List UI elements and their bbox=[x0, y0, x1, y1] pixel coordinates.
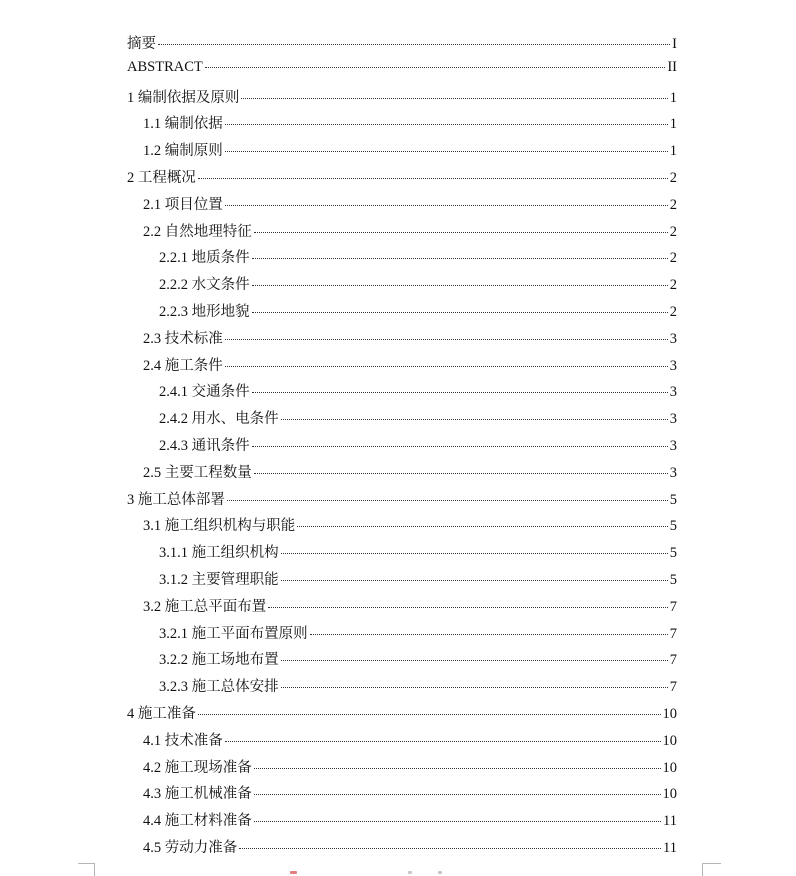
toc-entry-page: 2 bbox=[669, 250, 677, 267]
toc-entry[interactable] bbox=[127, 541, 677, 568]
toc-entry-page: 10 bbox=[662, 786, 677, 803]
toc-entry-title: 1.1 编制依据 bbox=[143, 116, 223, 133]
toc-entry-title: 3.2 施工总平面布置 bbox=[143, 598, 267, 615]
toc-dot-leader bbox=[254, 821, 661, 822]
toc-entry-page: 2 bbox=[669, 277, 677, 294]
toc-entry-title: 3.1 施工组织机构与职能 bbox=[143, 518, 296, 535]
toc-entry[interactable] bbox=[127, 166, 677, 193]
toc-dot-leader bbox=[254, 794, 661, 795]
toc-entry-title: 摘要 bbox=[127, 36, 156, 52]
toc-entry[interactable] bbox=[127, 488, 677, 515]
toc-entry-title: 3.2.3 施工总体安排 bbox=[159, 679, 279, 696]
toc-entry[interactable] bbox=[127, 59, 677, 86]
toc-dot-leader bbox=[254, 232, 668, 233]
toc-dot-leader bbox=[239, 848, 661, 849]
toc-entry[interactable] bbox=[127, 354, 677, 381]
toc-dot-leader bbox=[225, 339, 668, 340]
toc-dot-leader bbox=[281, 419, 668, 420]
toc-entry-title: 2.2.3 地形地貌 bbox=[159, 303, 250, 320]
toc-entry-page: 1 bbox=[669, 89, 677, 106]
toc-entry-title: 1.2 编制原则 bbox=[143, 143, 223, 160]
toc-dot-leader bbox=[225, 741, 661, 742]
toc-entry[interactable] bbox=[127, 86, 677, 113]
toc-dot-leader bbox=[158, 44, 670, 45]
toc-dot-leader bbox=[281, 580, 668, 581]
toc-entry[interactable] bbox=[127, 514, 677, 541]
toc-entry[interactable] bbox=[127, 809, 677, 836]
toc-entry[interactable] bbox=[127, 32, 677, 59]
toc-entry-title: 2.4.3 通讯条件 bbox=[159, 437, 250, 454]
toc-dot-leader bbox=[225, 151, 668, 152]
toc-entry-title: ABSTRACT bbox=[127, 58, 203, 75]
toc-entry-page: 5 bbox=[669, 518, 677, 535]
toc-dot-leader bbox=[225, 205, 668, 206]
toc-entry-page: 11 bbox=[663, 839, 677, 856]
toc-dot-leader bbox=[241, 98, 667, 99]
toc-entry-title: 2.4 施工条件 bbox=[143, 357, 223, 374]
toc-entry-page: 1 bbox=[669, 143, 677, 160]
toc-entry-page: 5 bbox=[669, 545, 677, 562]
toc-entry[interactable] bbox=[127, 675, 677, 702]
toc-entry-page: 3 bbox=[669, 357, 677, 374]
toc-entry-title: 3.2.2 施工场地布置 bbox=[159, 652, 279, 669]
toc-entry-page: 7 bbox=[669, 625, 677, 642]
toc-entry-page: 2 bbox=[669, 223, 677, 240]
toc-entry[interactable] bbox=[127, 139, 677, 166]
toc-entry-title: 3.1.2 主要管理职能 bbox=[159, 571, 279, 588]
toc-entry[interactable] bbox=[127, 407, 677, 434]
toc-entry[interactable] bbox=[127, 327, 677, 354]
footer-artifact-gray bbox=[408, 871, 412, 874]
toc-dot-leader bbox=[225, 366, 668, 367]
toc-entry[interactable] bbox=[127, 380, 677, 407]
toc-entry[interactable] bbox=[127, 836, 677, 863]
toc-dot-leader bbox=[281, 553, 668, 554]
toc-entry-page: 10 bbox=[662, 732, 677, 749]
toc-entry[interactable] bbox=[127, 568, 677, 595]
toc-entry-page: 10 bbox=[662, 705, 677, 722]
toc-entry[interactable] bbox=[127, 112, 677, 139]
toc-entry-page: 7 bbox=[669, 598, 677, 615]
toc-entry[interactable] bbox=[127, 702, 677, 729]
toc-entry-title: 2.3 技术标准 bbox=[143, 330, 223, 347]
toc-entry-title: 2.5 主要工程数量 bbox=[143, 464, 252, 481]
toc-dot-leader bbox=[281, 660, 668, 661]
toc-entry-page: 2 bbox=[669, 169, 677, 186]
toc-dot-leader bbox=[310, 634, 668, 635]
toc-entry[interactable] bbox=[127, 622, 677, 649]
toc-dot-leader bbox=[254, 768, 661, 769]
toc-dot-leader bbox=[252, 258, 668, 259]
toc-entry[interactable] bbox=[127, 782, 677, 809]
toc-entry-title: 3.2.1 施工平面布置原则 bbox=[159, 625, 308, 642]
toc-entry[interactable] bbox=[127, 246, 677, 273]
toc-entry-page: 5 bbox=[669, 491, 677, 508]
toc-entry[interactable] bbox=[127, 193, 677, 220]
toc-entry-title: 2.1 项目位置 bbox=[143, 196, 223, 213]
toc-entry-title: 4.5 劳动力准备 bbox=[143, 839, 238, 856]
toc-entry-page: 10 bbox=[662, 759, 677, 776]
toc-entry-title: 3.1.1 施工组织机构 bbox=[159, 545, 279, 562]
toc-entry-page: 3 bbox=[669, 330, 677, 347]
toc-dot-leader bbox=[252, 446, 668, 447]
toc-dot-leader bbox=[252, 392, 668, 393]
toc-entry-title: 2.4.2 用水、电条件 bbox=[159, 411, 279, 428]
toc-entry-title: 3 施工总体部署 bbox=[127, 491, 225, 508]
toc-dot-leader bbox=[297, 526, 668, 527]
toc-entry-title: 2.2 自然地理特征 bbox=[143, 223, 252, 240]
toc-entry-page: 2 bbox=[669, 303, 677, 320]
margin-corner-mark-right bbox=[702, 863, 721, 876]
toc-dot-leader bbox=[252, 312, 668, 313]
toc-entry-page: I bbox=[672, 36, 677, 52]
toc-entry-page: 3 bbox=[669, 464, 677, 481]
toc-dot-leader bbox=[198, 714, 661, 715]
toc-dot-leader bbox=[252, 285, 668, 286]
margin-corner-mark-left bbox=[78, 863, 95, 876]
toc-entry-page: 7 bbox=[669, 652, 677, 669]
toc-entry-page: 11 bbox=[663, 813, 677, 830]
toc-entry[interactable] bbox=[127, 220, 677, 247]
toc-dot-leader bbox=[268, 607, 668, 608]
footer-artifact-gray bbox=[438, 871, 442, 874]
toc-entry[interactable] bbox=[127, 595, 677, 622]
toc-entry[interactable] bbox=[127, 648, 677, 675]
toc-entry-title: 4.1 技术准备 bbox=[143, 732, 223, 749]
toc-entry-page: 1 bbox=[669, 116, 677, 133]
toc-entry-title: 2.2.2 水文条件 bbox=[159, 277, 250, 294]
toc-entry-page: 3 bbox=[669, 437, 677, 454]
toc-dot-leader bbox=[227, 500, 668, 501]
toc-entry-title: 4.2 施工现场准备 bbox=[143, 759, 252, 776]
toc-entry-page: 2 bbox=[669, 196, 677, 213]
toc-dot-leader bbox=[205, 67, 666, 68]
table-of-contents bbox=[127, 32, 677, 863]
toc-entry-title: 4 施工准备 bbox=[127, 705, 196, 722]
toc-dot-leader bbox=[254, 473, 668, 474]
toc-entry-title: 1 编制依据及原则 bbox=[127, 89, 240, 106]
toc-entry-title: 2.4.1 交通条件 bbox=[159, 384, 250, 401]
toc-entry[interactable] bbox=[127, 434, 677, 461]
toc-entry-page: 7 bbox=[669, 679, 677, 696]
toc-dot-leader bbox=[281, 687, 668, 688]
toc-entry[interactable] bbox=[127, 729, 677, 756]
toc-entry[interactable] bbox=[127, 756, 677, 783]
toc-dot-leader bbox=[198, 178, 668, 179]
toc-entry[interactable] bbox=[127, 300, 677, 327]
toc-entry-page: 5 bbox=[669, 571, 677, 588]
footer-artifact-red bbox=[290, 871, 297, 874]
toc-dot-leader bbox=[225, 124, 668, 125]
toc-entry-page: 3 bbox=[669, 411, 677, 428]
toc-entry-title: 2 工程概况 bbox=[127, 169, 196, 186]
toc-entry[interactable] bbox=[127, 461, 677, 488]
toc-entry[interactable] bbox=[127, 273, 677, 300]
toc-entry-page: II bbox=[667, 58, 677, 75]
toc-entry-title: 4.4 施工材料准备 bbox=[143, 813, 252, 830]
toc-entry-title: 4.3 施工机械准备 bbox=[143, 786, 252, 803]
toc-entry-title: 2.2.1 地质条件 bbox=[159, 250, 250, 267]
toc-entry-page: 3 bbox=[669, 384, 677, 401]
